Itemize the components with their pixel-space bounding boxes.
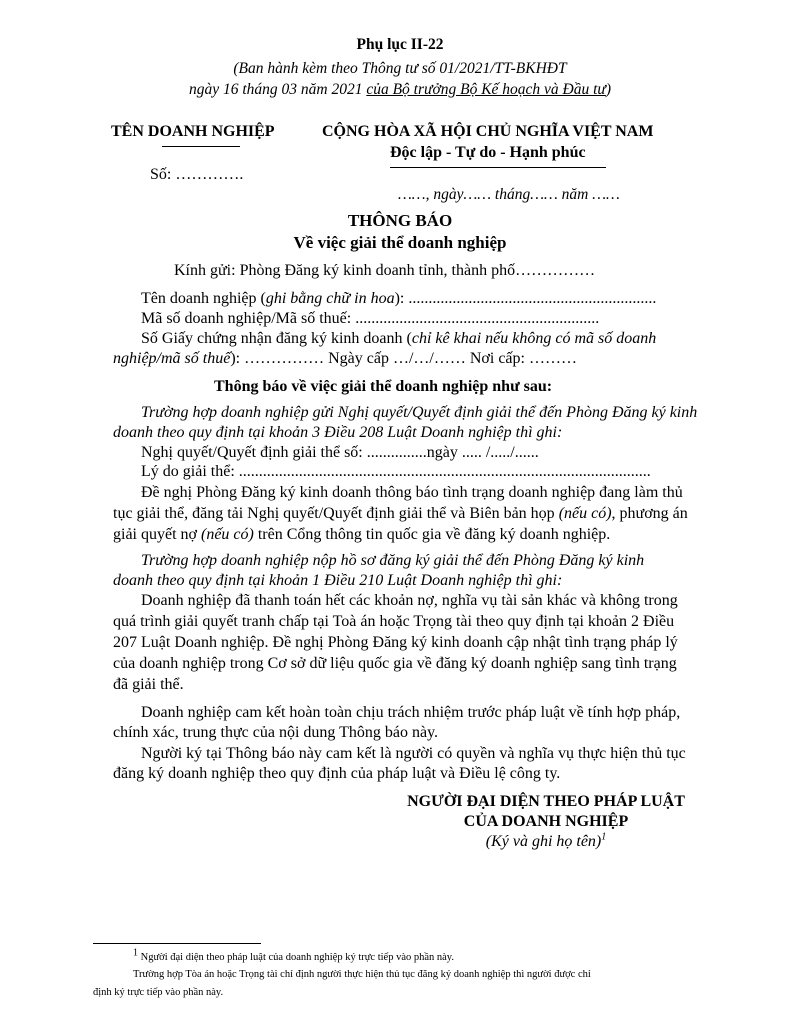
motto-underline [390, 167, 606, 168]
issued-by-line-1: (Ban hành kèm theo Thông tư số 01/2021/TT-BKHĐT [233, 60, 567, 77]
date-line: ……, ngày…… tháng…… năm …… [398, 186, 620, 203]
case2-paragraph-line-1: Doanh nghiệp đã thanh toán hết các khoản nợ, nghĩa vụ tài sản khác và không trong [141, 592, 678, 609]
commitment-1-line-1: Doanh nghiệp cam kết hoàn toàn chịu trách nhiệm trước pháp luật về tính hợp pháp, [141, 704, 681, 721]
dissolution-reason-field: Lý do giải thể: ....................................................................................................... [141, 463, 651, 480]
certificate-field-line-1: Số Giấy chứng nhận đăng ký kinh doanh (chỉ kê khai nếu không có mã số doanh [141, 330, 657, 347]
case1-request-line-3: giải quyết nợ (nếu có) trên Cổng thông tin quốc gia về đăng ký doanh nghiệp. [113, 526, 611, 543]
company-name-field: Tên doanh nghiệp (ghi bằng chữ in hoa): .............................................................. [141, 290, 657, 307]
issued-by-line-2: ngày 16 tháng 03 năm 2021 của Bộ trưởng Bộ Kế hoạch và Đầu tư) [188, 81, 612, 98]
footnote-line-3: định ký trực tiếp vào phần này. [93, 987, 224, 998]
case2-paragraph-line-3: 207 Luật Doanh nghiệp. Đề nghị Phòng Đăng ký kinh doanh cập nhật tình trạng pháp lý [113, 634, 678, 651]
commitment-2-line-1: Người ký tại Thông báo này cam kết là người có quyền và nghĩa vụ thực hiện thủ tục [141, 745, 686, 762]
footnote-line-1: $^1$ Người đại diện theo pháp luật của doanh nghiệp ký trực tiếp vào phần này. [133, 947, 454, 963]
recipient-line: Kính gửi: Phòng Đăng ký kinh doanh tỉnh, thành phố…………… [174, 262, 596, 279]
commitment-1-line-2: chính xác, trung thực của nội dung Thông báo này. [113, 724, 439, 741]
appendix-label: Phụ lục II-22 [356, 36, 444, 53]
footnote-separator [93, 943, 261, 944]
signature-title-line-2: CỦA DOANH NGHIỆP [463, 813, 629, 830]
motto: Độc lập - Tự do - Hạnh phúc [390, 144, 586, 161]
document-number: Số: …………. [150, 166, 244, 183]
notice-subtitle: Về việc giải thể doanh nghiệp [293, 233, 507, 252]
case2-line-1: Trường hợp doanh nghiệp nộp hồ sơ đăng ký giải thể đến Phòng Đăng ký kinh [141, 552, 645, 569]
case2-paragraph-line-4: của doanh nghiệp trong Cơ sở dữ liệu quốc gia về đăng ký doanh nghiệp sang tình trạng [113, 655, 677, 672]
case1-request-line-1: Đề nghị Phòng Đăng ký kinh doanh thông báo tình trạng doanh nghiệp đang làm thủ [141, 484, 683, 501]
case2-paragraph-line-2: quá trình giải quyết tranh chấp tại Toà án hoặc Trọng tài theo quy định tại khoản 2 Điều [113, 613, 675, 630]
case1-line-1: Trường hợp doanh nghiệp gửi Nghị quyết/Quyết định giải thể đến Phòng Đăng ký kinh [141, 404, 698, 421]
signature-instruction: (Ký và ghi họ tên)$^1$ [485, 831, 607, 850]
case1-line-2: doanh theo quy định tại khoản 3 Điều 208 Luật Doanh nghiệp thì ghi: [113, 424, 563, 441]
footnote-mark: 1 [133, 947, 138, 959]
case2-line-2: doanh theo quy định tại khoản 1 Điều 210 Luật Doanh nghiệp thì ghi: [113, 572, 563, 589]
resolution-number-field: Nghị quyết/Quyết định giải thể số: ...............ngày ..... /...../...... [141, 444, 539, 461]
tax-code-field: Mã số doanh nghiệp/Mã số thuế: ............................................................. [141, 310, 600, 327]
footnote-reference: 1 [601, 831, 607, 843]
case2-paragraph-line-5: đã giải thể. [113, 676, 184, 693]
signature-title-line-1: NGƯỜI ĐẠI DIỆN THEO PHÁP LUẬT [407, 793, 685, 810]
section-heading: Thông báo về việc giải thể doanh nghiệp như sau: [214, 378, 553, 395]
company-label: TÊN DOANH NGHIỆP [111, 123, 275, 140]
republic-title: CỘNG HÒA XÃ HỘI CHỦ NGHĨA VIỆT NAM [322, 123, 654, 140]
footnote-line-2: Trường hợp Tòa án hoặc Trọng tài chỉ định người thực hiện thủ tục đăng ký doanh nghiệp thì người được chỉ [133, 969, 591, 980]
certificate-field-line-2: nghiệp/mã số thuế): …………… Ngày cấp …/…/…… Nơi cấp: ……… [113, 350, 577, 367]
commitment-2-line-2: đăng ký doanh nghiệp theo quy định của pháp luật và Điều lệ công ty. [113, 765, 561, 782]
case1-request-line-2: tục giải thể, đăng tải Nghị quyết/Quyết định giải thể và Biên bản họp (nếu có), phương án [113, 505, 688, 522]
company-underline [162, 146, 240, 147]
notice-title: THÔNG BÁO [347, 211, 453, 230]
